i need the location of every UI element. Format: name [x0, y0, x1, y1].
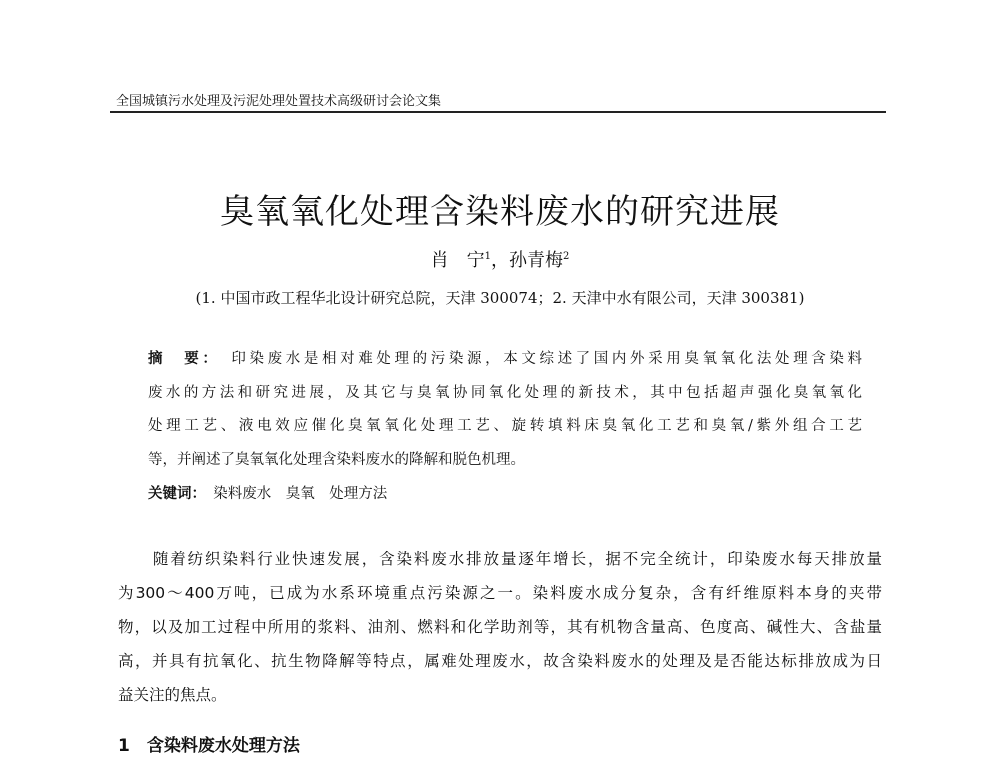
keywords — [148, 482, 387, 503]
body-line: 物，以及加工过程中所用的浆料、油剂、燃料和化学助剂等，其有机物含量高、色度高、碱性大、含盐量 — [118, 618, 882, 636]
abstract-line: 等，并阐述了臭氧氧化处理含染料废水的降解和脱色机理。 — [148, 452, 525, 468]
author-affil-mark: 2 — [563, 251, 570, 262]
author-name: 孙青梅 — [509, 250, 563, 271]
abstract-line — [148, 347, 862, 368]
body-line: 益关注的焦点。 — [118, 686, 227, 704]
body-line: 为300～400万吨，已成为水系环境重点污染源之一。染料废水成分复杂，含有纤维原料本身的夹带 — [118, 584, 882, 602]
body-line: 高，并具有抗氧化、抗生物降解等特点，属难处理废水，故含染料废水的处理及是否能达标排放成为日 — [118, 652, 882, 670]
paper-title: 臭氧氧化处理含染料废水的研究进展 — [220, 192, 780, 232]
authors: 肖 宁$^1$，孙青梅$^2$ — [430, 250, 570, 271]
header-rule — [110, 111, 886, 113]
affiliation: (1. 中国市政工程华北设计研究总院，天津 300074；2. 天津中水有限公司，天津 300381) — [195, 289, 805, 307]
body-line: 随着纺织染料行业快速发展，含染料废水排放量逐年增长，据不完全统计，印染废水每天排放量 — [118, 550, 882, 568]
abstract-text: 印染废水是相对难处理的污染源，本文综述了国内外采用臭氧氧化法处理含染料 — [231, 351, 863, 367]
author-affil-mark: 1 — [484, 251, 491, 262]
keywords-label: 关键词： — [148, 486, 199, 502]
abstract-label: 摘 要： — [148, 351, 214, 367]
keywords-value: 染料废水 臭氧 处理方法 — [213, 486, 388, 502]
running-head: 全国城镇污水处理及污泥处理处置技术高级研讨会论文集 — [116, 94, 442, 109]
abstract-line: 废水的方法和研究进展，及其它与臭氧协同氧化处理的新技术，其中包括超声强化臭氧氧化 — [148, 385, 862, 401]
section-heading: 1 含染料废水处理方法 — [118, 736, 300, 756]
abstract-line: 处理工艺、液电效应催化臭氧氧化处理工艺、旋转填料床臭氧化工艺和臭氧/紫外组合工艺 — [148, 418, 862, 434]
author-name: 肖 宁 — [430, 250, 485, 271]
